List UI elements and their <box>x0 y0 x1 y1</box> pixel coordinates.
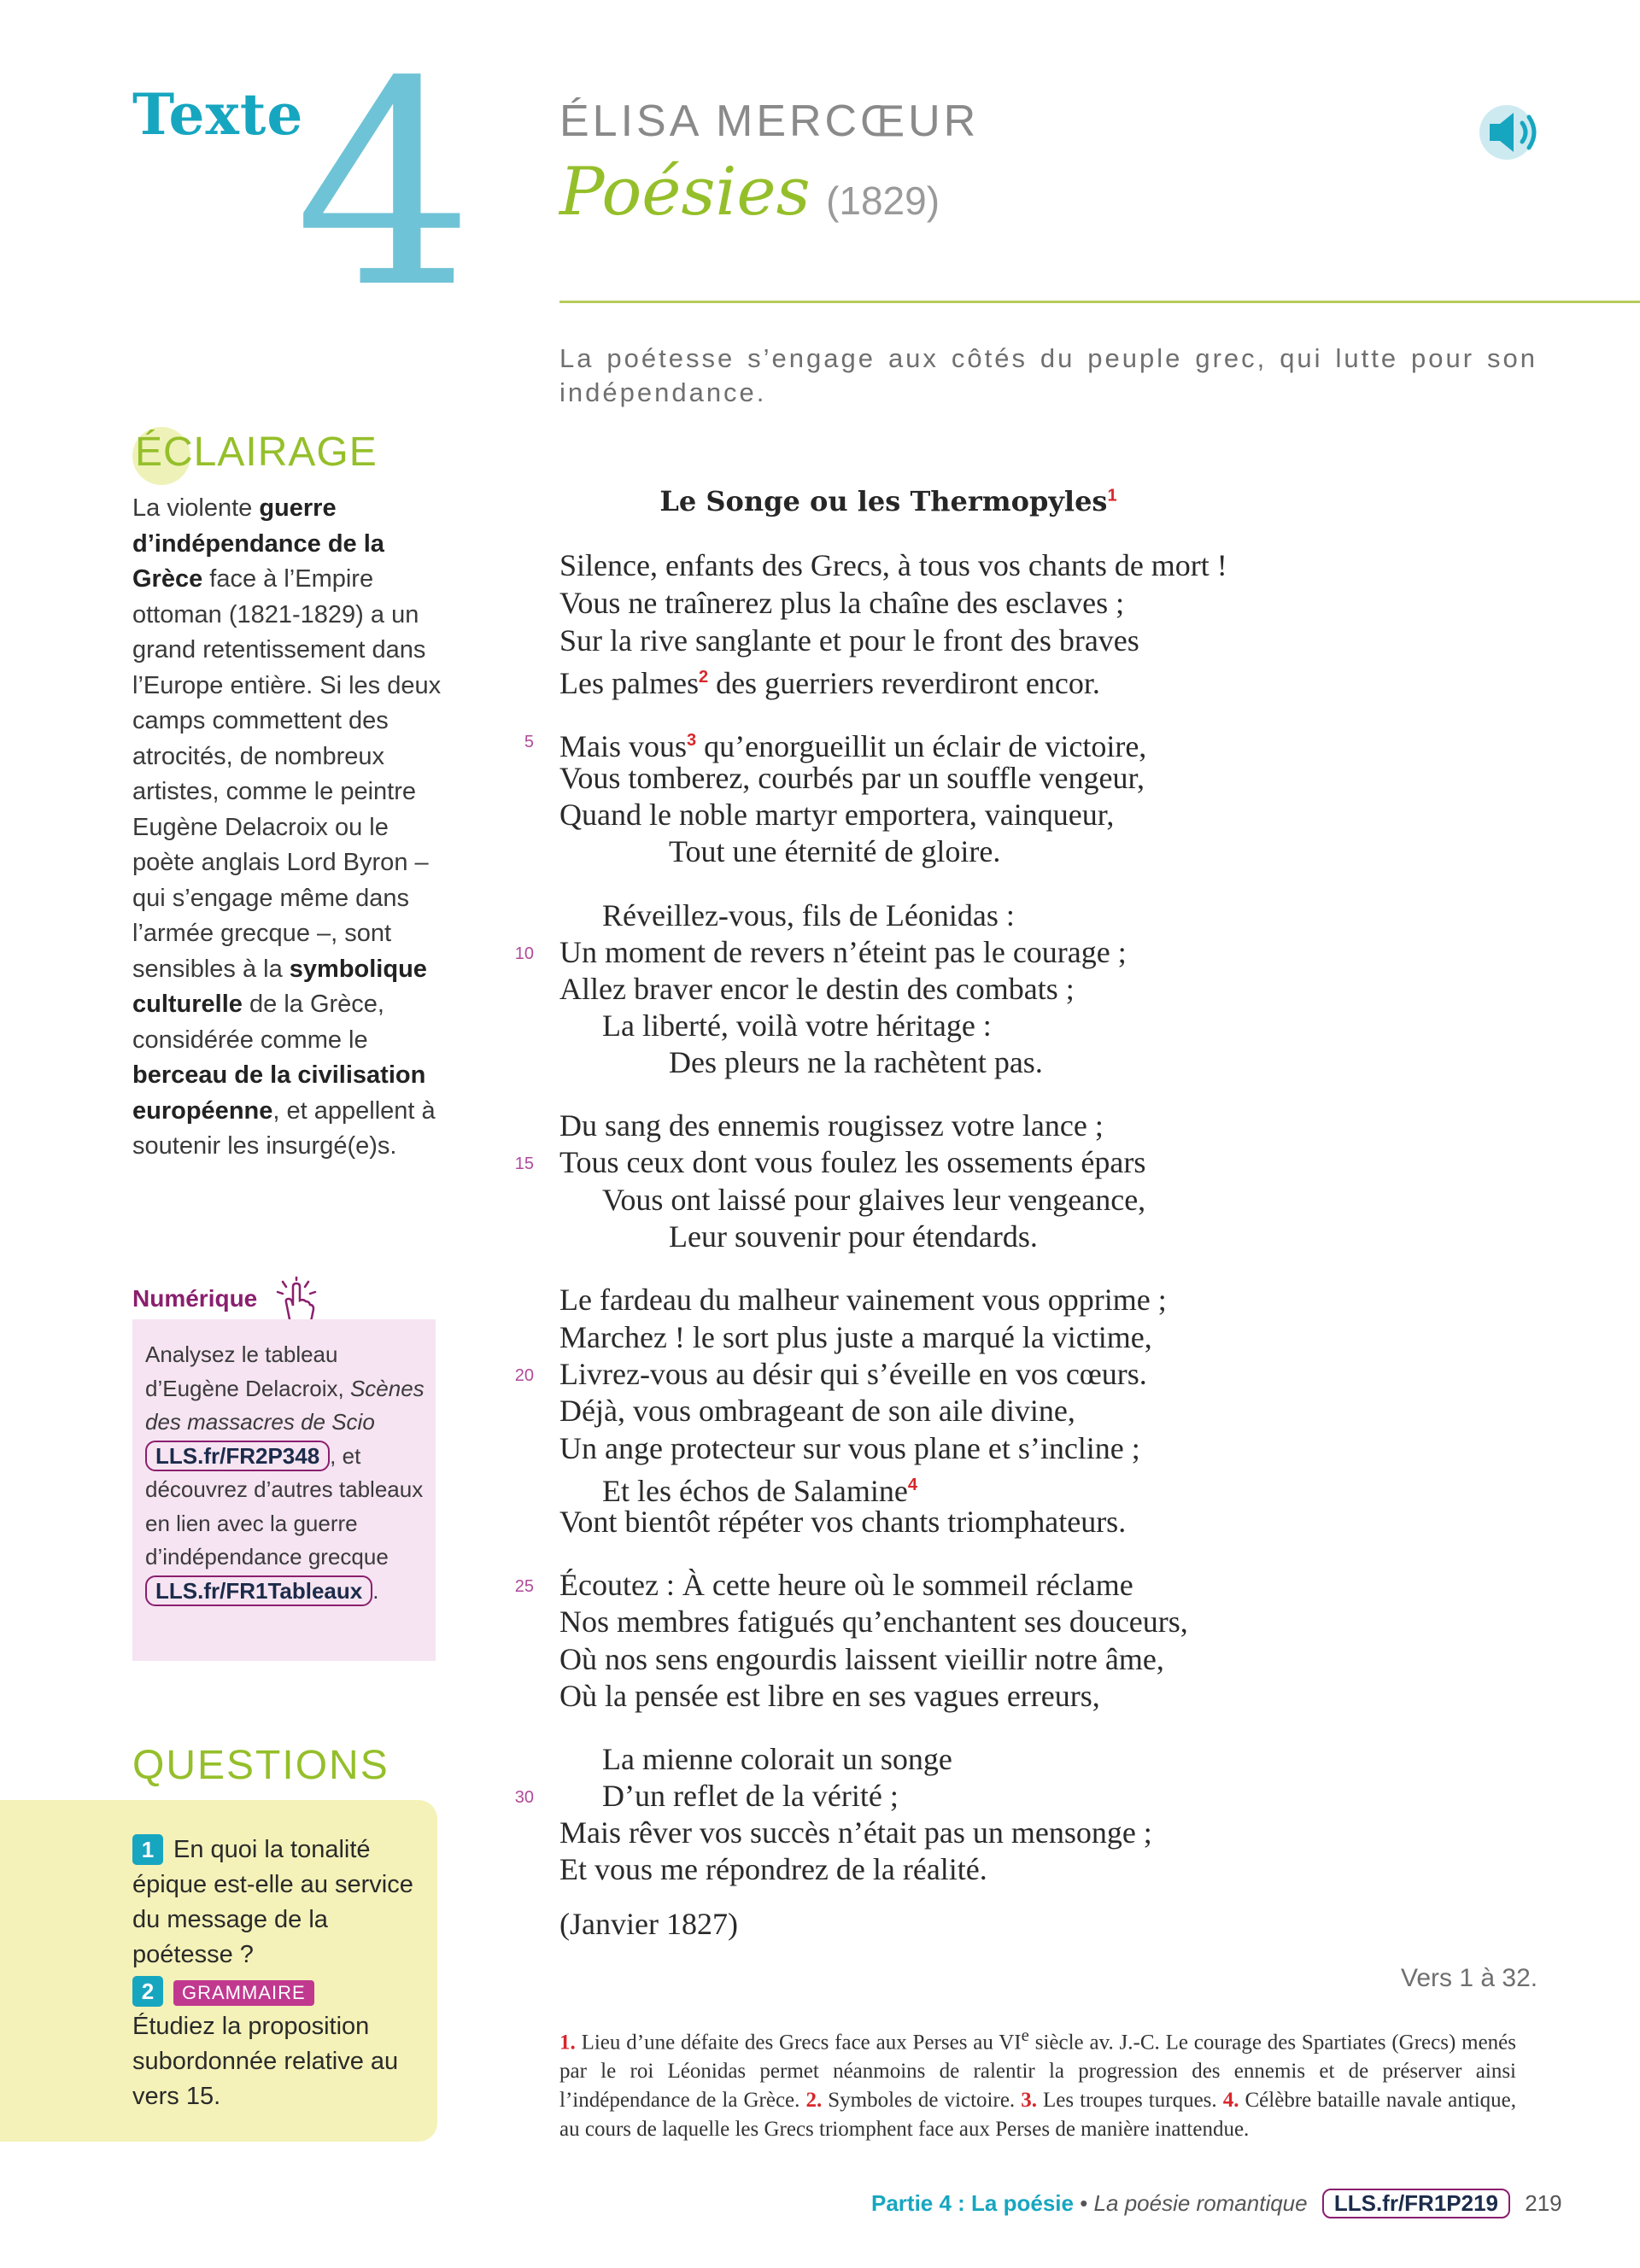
eclairage-bold-part: guerre d’indépendance de la Grèce <box>132 494 384 593</box>
footnote-marker-1: 1 <box>1107 486 1117 506</box>
numerique-painting-title: Scènes des massacres de Scio <box>145 1375 425 1435</box>
poem-line: Mais rêver vos succès n’était pas un mensonge ; <box>559 1815 1152 1850</box>
poem-line: D’un reflet de la vérité ; <box>602 1779 899 1813</box>
line-number: 15 <box>514 1154 534 1173</box>
line-number: 25 <box>514 1577 534 1596</box>
poem-line: Le fardeau du malheur vainement vous opprime ; <box>559 1283 1167 1317</box>
question-2 <box>132 1974 423 2114</box>
footnote-superscript: e <box>1021 2025 1029 2045</box>
footer-page-link[interactable]: LLS.fr/FR1P219 <box>1322 2189 1510 2218</box>
poem-line: Du sang des ennemis rougissez votre lance ; <box>559 1108 1104 1143</box>
poem-line: Leur souvenir pour étendards. <box>669 1219 1038 1254</box>
poem-line: Livrez-vous au désir qui s’éveille en vos cœurs. <box>559 1357 1147 1391</box>
footnote-marker-4: 4 <box>907 1476 918 1494</box>
eclairage-heading: ÉCLAIRAGE <box>135 430 378 475</box>
poem-line: Tous ceux dont vous foulez les ossements épars <box>559 1145 1146 1179</box>
poem-line: Sur la rive sanglante et pour le front des braves <box>559 623 1139 658</box>
text-label: Texte <box>132 81 304 148</box>
poem-line: Allez braver encor le destin des combats ; <box>559 972 1075 1006</box>
question-text: Étudiez la proposition subordonnée relative au vers 15. <box>132 2013 399 2110</box>
numerique-label: Numérique <box>132 1285 258 1312</box>
footnote-number: 1. <box>559 2031 576 2055</box>
grammaire-badge: GRAMMAIRE <box>173 1980 314 2006</box>
poem-line: Écoutez : À cette heure où le sommeil réclame <box>559 1568 1133 1602</box>
question-text: En quoi la tonalité épique est-elle au service du message de la poétesse ? <box>132 1836 413 1968</box>
poem-line <box>559 658 1100 702</box>
author-name: ÉLISA MERCŒUR <box>559 96 980 146</box>
line-number: 30 <box>514 1788 534 1807</box>
poem-line: Et vous me répondrez de la réalité. <box>559 1852 987 1886</box>
audio-speaker-icon[interactable] <box>1478 102 1555 162</box>
footnote-text: Symboles de victoire. <box>828 2089 1016 2113</box>
page-footer <box>871 2189 1562 2218</box>
footnote-text: Lieu d’une défaite des Grecs face aux Perses au VI <box>581 2031 1022 2055</box>
numerique-punct: , <box>330 1442 337 1469</box>
numerique-punct: . <box>372 1577 379 1604</box>
header-divider <box>559 301 1640 303</box>
poem-line: Où la pensée est libre en ses vagues erreurs, <box>559 1679 1100 1713</box>
poem-line-part: Et les échos de Salamine <box>602 1474 908 1508</box>
footnote-number: 4. <box>1222 2089 1239 2113</box>
poem-line-part: qu’enorgueillit un éclair de victoire, <box>704 729 1147 763</box>
footnote-text: Les troupes turques. <box>1043 2089 1217 2113</box>
eclairage-bold-part: symbolique culturelle <box>132 955 427 1018</box>
poem-title-text: Le Songe ou les Thermopyles <box>659 485 1108 517</box>
eclairage-text-part: , et appellent à soutenir les insurgé(e)s. <box>132 1096 436 1160</box>
numerique-box <box>132 1319 436 1661</box>
poem-title <box>559 485 1217 517</box>
eclairage-text-part: de la Grèce, considérée comme le <box>132 991 384 1054</box>
poem-line: Vous tomberez, courbés par un souffle vengeur, <box>559 761 1145 795</box>
link-fr2p348[interactable]: LLS.fr/FR2P348 <box>145 1441 330 1471</box>
intro-text: La poétesse s’engage aux côtés du peuple grec, qui lutte pour son indépendance. <box>559 343 1538 407</box>
poem-line: Vous ne traînerez plus la chaîne des esclaves ; <box>559 586 1125 620</box>
questions-heading: QUESTIONS <box>132 1743 390 1788</box>
line-number: 10 <box>514 944 534 963</box>
verse-reference: Vers 1 à 32. <box>1401 1964 1538 1992</box>
poem-line-part: des guerriers reverdiront encor. <box>716 666 1100 700</box>
question-number-badge: 1 <box>132 1834 163 1865</box>
footnote-marker-3: 3 <box>687 731 697 750</box>
poem-line: Un ange protecteur sur vous plane et s’incline ; <box>559 1431 1140 1465</box>
footnote-number: 2. <box>805 2089 823 2113</box>
poem-line: Tout une éternité de gloire. <box>669 834 1001 868</box>
poem-line: Vous ont laissé pour glaives leur vengeance, <box>602 1183 1146 1217</box>
poem-line: Un moment de revers n’éteint pas le courage ; <box>559 935 1127 969</box>
poem-line: Où nos sens engourdis laissent vieillir notre âme, <box>559 1642 1164 1676</box>
numerique-text: et découvrez d’autres tableaux en lien avec la guerre d’indépendance grecque <box>145 1442 424 1569</box>
poem-line: Quand le noble martyr emportera, vainqueur, <box>559 798 1115 832</box>
footnote-text: siècle av. J.-C. Le courage des Spartiates (Grecs) menés par le roi Léonidas permet néanmoins de ralentir la progression des ennemis et de préserver ainsi l’indépendance de la Grèce. <box>559 2031 1516 2113</box>
poem-line: Vont bientôt répéter vos chants triomphateurs. <box>559 1505 1127 1539</box>
footnote-marker-2: 2 <box>698 668 709 687</box>
work-year: (1829) <box>826 178 940 223</box>
poem-line: Déjà, vous ombrageant de son aile divine, <box>559 1394 1075 1428</box>
poem-line-part: Mais vous <box>559 729 688 763</box>
question-number-badge: 2 <box>132 1976 163 2007</box>
poem-date: (Janvier 1827) <box>559 1907 738 1941</box>
text-number: 4 <box>295 21 474 349</box>
question-1 <box>132 1833 423 1973</box>
footnotes <box>559 2020 1516 2144</box>
poem-line: Réveillez-vous, fils de Léonidas : <box>602 898 1015 932</box>
poem-line: Nos membres fatigués qu’enchantent ses douceurs, <box>559 1605 1188 1639</box>
page-number: 219 <box>1525 2190 1562 2216</box>
work-title-line <box>559 154 940 231</box>
poem-line: Marchez ! le sort plus juste a marqué la victime, <box>559 1320 1152 1354</box>
eclairage-text-part: face à l’Empire ottoman (1821-1829) a un grand retentissement dans l’Europe entière. Si les deux camps commettent des atrocités, de nombreux artistes, comme le peintre Eugène Delacroix ou le poète anglais Lord Byron – qui s’engage même dans l’armée grecque –, sont sensibles à la <box>132 565 442 983</box>
poem-line: La liberté, voilà votre héritage : <box>602 1008 992 1043</box>
link-fr1tableaux[interactable]: LLS.fr/FR1Tableaux <box>145 1575 372 1606</box>
eclairage-bold-part: berceau de la civilisation européenne <box>132 1061 426 1125</box>
footer-part: Partie 4 : La poésie <box>871 2190 1074 2216</box>
footer-separator: • <box>1073 2190 1094 2216</box>
footer-subsection: La poésie romantique <box>1093 2190 1308 2216</box>
numerique-text: Analysez le tableau d’Eugène Delacroix, <box>145 1342 344 1401</box>
poem-line-part: Les palmes <box>559 666 699 700</box>
line-number: 20 <box>514 1366 534 1385</box>
poem-line: La mienne colorait un songe <box>602 1742 952 1776</box>
poem-line: Silence, enfants des Grecs, à tous vos chants de mort ! <box>559 548 1227 582</box>
line-number: 5 <box>524 733 534 751</box>
poem-line: Des pleurs ne la rachètent pas. <box>669 1045 1043 1079</box>
footnote-text: Célèbre bataille navale antique, au cours de laquelle les Grecs triomphent face aux Perses de manière inattendue. <box>559 2089 1517 2142</box>
eclairage-text <box>132 491 448 1165</box>
footnote-number: 3. <box>1021 2089 1037 2113</box>
work-title: Poésies <box>559 154 811 231</box>
eclairage-text-part: La violente <box>132 494 253 522</box>
